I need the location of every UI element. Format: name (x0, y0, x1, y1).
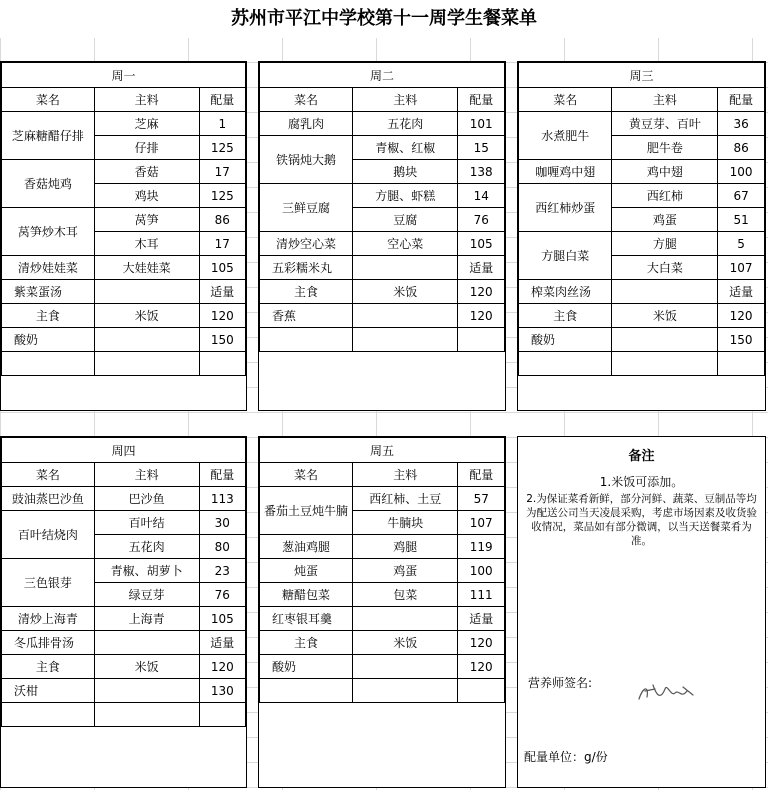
table-row (260, 559, 505, 583)
amount-value: 5 (718, 232, 765, 256)
table-row (2, 559, 246, 583)
amount-value: 适量 (458, 256, 505, 280)
main-ingredient: 鸡蛋 (353, 559, 458, 583)
dish-name: 主食 (2, 304, 95, 328)
header-main-ingredient: 主料 (353, 463, 458, 487)
main-ingredient: 方腿、虾糕 (353, 184, 458, 208)
amount-value: 76 (458, 208, 505, 232)
dish-name: 西红柿炒蛋 (519, 184, 612, 232)
table-row (519, 232, 765, 256)
amount-value: 105 (199, 256, 245, 280)
table-row (519, 280, 765, 304)
header-dish: 菜名 (519, 88, 612, 112)
table-row (260, 280, 505, 304)
main-ingredient: 香菇 (94, 160, 199, 184)
header-amount: 配量 (199, 463, 245, 487)
menu-table-monday (0, 61, 247, 411)
table-row (519, 304, 765, 328)
table-row (2, 328, 246, 352)
amount-value: 17 (199, 232, 245, 256)
amount-value: 107 (718, 256, 765, 280)
amount-value: 17 (199, 160, 245, 184)
amount-value: 120 (199, 655, 245, 679)
table-row (260, 487, 505, 511)
empty-cell (260, 328, 353, 352)
main-ingredient (612, 280, 718, 304)
amount-value: 76 (199, 583, 245, 607)
main-ingredient: 方腿 (612, 232, 718, 256)
main-ingredient: 鸡蛋 (612, 208, 718, 232)
header-dish: 菜名 (2, 463, 95, 487)
main-ingredient (353, 655, 458, 679)
day-label: 周五 (260, 438, 505, 463)
empty-cell (2, 703, 95, 727)
main-ingredient: 豆腐 (353, 208, 458, 232)
amount-value: 67 (718, 184, 765, 208)
header-amount: 配量 (199, 88, 245, 112)
main-ingredient: 米饭 (353, 280, 458, 304)
main-ingredient: 牛腩块 (353, 511, 458, 535)
empty-cell (612, 352, 718, 376)
dish-name: 水煮肥牛 (519, 112, 612, 160)
dish-name: 主食 (2, 655, 95, 679)
menu-table-thursday (0, 436, 247, 788)
main-ingredient: 大娃娃菜 (94, 256, 199, 280)
empty-cell (458, 328, 505, 352)
table-row (2, 679, 246, 703)
amount-value: 120 (199, 304, 245, 328)
main-ingredient: 莴笋 (94, 208, 199, 232)
header-dish: 菜名 (260, 463, 353, 487)
dish-name: 葱油鸡腿 (260, 535, 353, 559)
empty-cell (458, 679, 505, 703)
table-row (2, 655, 246, 679)
amount-value: 30 (199, 511, 245, 535)
main-ingredient: 大白菜 (612, 256, 718, 280)
amount-value: 14 (458, 184, 505, 208)
dish-name: 百叶结烧肉 (2, 511, 95, 559)
table-row (260, 631, 505, 655)
empty-cell (94, 352, 199, 376)
amount-value: 138 (458, 160, 505, 184)
dish-name: 三色银芽 (2, 559, 95, 607)
nutritionist-signature-label: 营养师签名: (528, 676, 593, 690)
table-row (2, 160, 246, 184)
main-ingredient (94, 280, 199, 304)
table-row (519, 160, 765, 184)
amount-value: 23 (199, 559, 245, 583)
main-ingredient: 芝麻 (94, 112, 199, 136)
dish-name: 沃柑 (2, 679, 95, 703)
main-ingredient: 米饭 (353, 631, 458, 655)
table-row (2, 487, 246, 511)
dish-name: 主食 (519, 304, 612, 328)
amount-value: 120 (718, 304, 765, 328)
amount-value: 15 (458, 136, 505, 160)
table-row (260, 256, 505, 280)
table-row (260, 304, 505, 328)
dish-name: 酸奶 (260, 655, 353, 679)
amount-value: 101 (458, 112, 505, 136)
header-main-ingredient: 主料 (94, 88, 199, 112)
empty-cell (2, 352, 95, 376)
amount-value: 150 (718, 328, 765, 352)
dish-name: 主食 (260, 631, 353, 655)
empty-cell (718, 352, 765, 376)
amount-value: 36 (718, 112, 765, 136)
dish-name: 番茄土豆炖牛腩 (260, 487, 353, 535)
header-dish: 菜名 (260, 88, 353, 112)
header-main-ingredient: 主料 (94, 463, 199, 487)
amount-value: 120 (458, 655, 505, 679)
dish-name: 腐乳肉 (260, 112, 353, 136)
table-row (260, 112, 505, 136)
amount-value: 100 (718, 160, 765, 184)
header-amount: 配量 (458, 463, 505, 487)
table-row (519, 184, 765, 208)
main-ingredient (353, 304, 458, 328)
main-ingredient: 百叶结 (94, 511, 199, 535)
main-ingredient: 青椒、红椒 (353, 136, 458, 160)
main-ingredient: 西红柿、土豆 (353, 487, 458, 511)
amount-value: 适量 (458, 607, 505, 631)
amount-value: 111 (458, 583, 505, 607)
menu-table-tuesday (258, 61, 506, 411)
dish-name: 酸奶 (2, 328, 95, 352)
dish-name: 红枣银耳羹 (260, 607, 353, 631)
main-ingredient: 仔排 (94, 136, 199, 160)
dish-name: 主食 (260, 280, 353, 304)
empty-cell (353, 328, 458, 352)
main-ingredient: 上海青 (94, 607, 199, 631)
table-row (2, 112, 246, 136)
handwritten-signature (633, 677, 703, 707)
table-row (260, 655, 505, 679)
main-ingredient: 鸡腿 (353, 535, 458, 559)
main-ingredient: 肥牛卷 (612, 136, 718, 160)
amount-value: 86 (718, 136, 765, 160)
notes-title: 备注 (628, 449, 655, 464)
dish-name: 清炒娃娃菜 (2, 256, 95, 280)
amount-value: 119 (458, 535, 505, 559)
table-row (260, 136, 505, 160)
main-ingredient (94, 679, 199, 703)
amount-value: 105 (199, 607, 245, 631)
day-label: 周四 (2, 438, 246, 463)
dish-name: 芝麻糖醋仔排 (2, 112, 95, 160)
main-ingredient: 黄豆芽、百叶 (612, 112, 718, 136)
dish-name: 榨菜肉丝汤 (519, 280, 612, 304)
table-row (519, 328, 765, 352)
main-ingredient: 青椒、胡萝卜 (94, 559, 199, 583)
table-row (2, 631, 246, 655)
main-ingredient (353, 607, 458, 631)
main-ingredient (353, 256, 458, 280)
table-row (260, 535, 505, 559)
header-main-ingredient: 主料 (353, 88, 458, 112)
amount-value: 150 (199, 328, 245, 352)
unit-label: 配量单位：g/份 (524, 750, 608, 764)
table-row (260, 184, 505, 208)
main-ingredient: 包菜 (353, 583, 458, 607)
amount-value: 100 (458, 559, 505, 583)
menu-table-wednesday (517, 61, 766, 411)
table-row (260, 583, 505, 607)
table-row (519, 112, 765, 136)
amount-value: 120 (458, 280, 505, 304)
main-ingredient (94, 328, 199, 352)
amount-value: 107 (458, 511, 505, 535)
dish-name: 香菇炖鸡 (2, 160, 95, 208)
amount-value: 120 (458, 631, 505, 655)
empty-cell (199, 352, 245, 376)
amount-value: 适量 (199, 631, 245, 655)
header-main-ingredient: 主料 (612, 88, 718, 112)
main-ingredient: 鸡中翅 (612, 160, 718, 184)
amount-value: 80 (199, 535, 245, 559)
amount-value: 57 (458, 487, 505, 511)
dish-name: 豉油蒸巴沙鱼 (2, 487, 95, 511)
dish-name: 清炒上海青 (2, 607, 95, 631)
empty-cell (199, 703, 245, 727)
main-ingredient: 木耳 (94, 232, 199, 256)
dish-name: 冬瓜排骨汤 (2, 631, 95, 655)
dish-name: 铁锅炖大鹅 (260, 136, 353, 184)
main-ingredient: 鹅块 (353, 160, 458, 184)
page-title: 苏州市平江中学校第十一周学生餐菜单 (0, 0, 768, 38)
main-ingredient: 五花肉 (353, 112, 458, 136)
day-label: 周三 (519, 63, 765, 88)
table-row (260, 607, 505, 631)
main-ingredient: 巴沙鱼 (94, 487, 199, 511)
dish-name: 五彩糯米丸 (260, 256, 353, 280)
dish-name: 三鲜豆腐 (260, 184, 353, 232)
notes-line-1: 1.米饭可添加。 (599, 475, 684, 489)
table-row (2, 304, 246, 328)
main-ingredient (94, 631, 199, 655)
dish-name: 咖喱鸡中翅 (519, 160, 612, 184)
main-ingredient (612, 328, 718, 352)
dish-name: 紫菜蛋汤 (2, 280, 95, 304)
dish-name: 方腿白菜 (519, 232, 612, 280)
amount-value: 113 (199, 487, 245, 511)
menu-table-friday (258, 436, 506, 788)
main-ingredient: 米饭 (94, 655, 199, 679)
header-dish: 菜名 (2, 88, 95, 112)
main-ingredient: 空心菜 (353, 232, 458, 256)
table-row (2, 607, 246, 631)
dish-name: 糖醋包菜 (260, 583, 353, 607)
amount-value: 适量 (718, 280, 765, 304)
dish-name: 莴笋炒木耳 (2, 208, 95, 256)
amount-value: 125 (199, 184, 245, 208)
amount-value: 适量 (199, 280, 245, 304)
empty-cell (353, 679, 458, 703)
amount-value: 120 (458, 304, 505, 328)
empty-cell (519, 352, 612, 376)
table-row (2, 208, 246, 232)
table-row (2, 511, 246, 535)
header-amount: 配量 (458, 88, 505, 112)
table-row (2, 256, 246, 280)
main-ingredient: 米饭 (94, 304, 199, 328)
empty-cell (260, 679, 353, 703)
main-ingredient: 绿豆芽 (94, 583, 199, 607)
main-ingredient: 米饭 (612, 304, 718, 328)
amount-value: 105 (458, 232, 505, 256)
notes-line-2: 2.为保证菜肴新鲜，部分河鲜、蔬菜、豆制品等均为配送公司当天凌晨采购，考虑市场因素及收货验收情况，菜品如有部分微调，以当天送餐菜肴为准。 (526, 493, 757, 547)
header-amount: 配量 (718, 88, 765, 112)
dish-name: 香蕉 (260, 304, 353, 328)
amount-value: 1 (199, 112, 245, 136)
empty-cell (94, 703, 199, 727)
amount-value: 125 (199, 136, 245, 160)
dish-name: 酸奶 (519, 328, 612, 352)
main-ingredient: 西红柿 (612, 184, 718, 208)
table-row (260, 232, 505, 256)
day-label: 周二 (260, 63, 505, 88)
notes-panel (517, 436, 766, 788)
amount-value: 51 (718, 208, 765, 232)
main-ingredient: 鸡块 (94, 184, 199, 208)
table-row (2, 280, 246, 304)
dish-name: 清炒空心菜 (260, 232, 353, 256)
amount-value: 130 (199, 679, 245, 703)
dish-name: 炖蛋 (260, 559, 353, 583)
day-label: 周一 (2, 63, 246, 88)
amount-value: 86 (199, 208, 245, 232)
main-ingredient: 五花肉 (94, 535, 199, 559)
